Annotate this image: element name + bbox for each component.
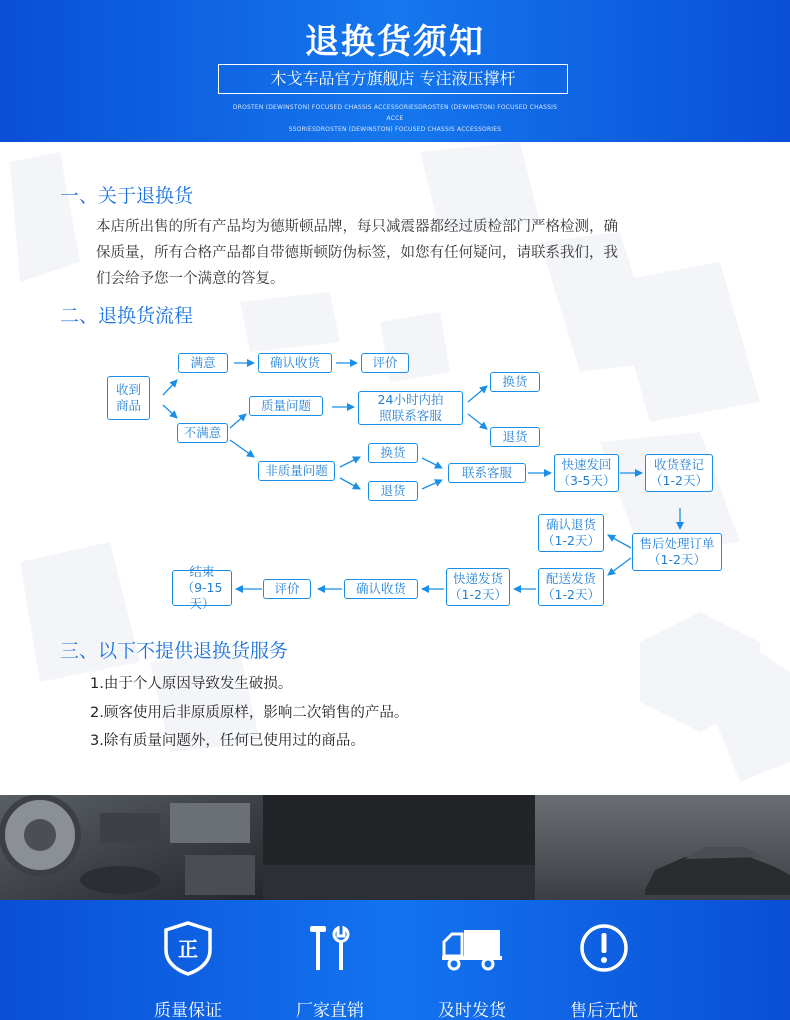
english-tagline-line1: DROSTEN (DEWINSTON) FOCUSED CHASSIS ACCESSORIESDROSTEN (DEWINSTON) FOCUSED CHASSIS ACCE [232,104,558,122]
flow-dispatch-line2: （1-2天） [542,587,600,602]
flow-box-return-mid: 退货 [368,481,418,501]
flow-box-confirm-return [538,514,604,552]
flow-box-express-ship [446,568,510,606]
flow-box-photo-contact [358,391,463,425]
about-text-line1: 本店所出售的所有产品均为德斯顿品牌，每只减震器都经过质检部门严格检测，确 [96,219,618,235]
no-return-item-3: 3.除有质量问题外，任何已使用过的商品。 [90,733,365,749]
feature-quality [128,918,248,1020]
flow-express-back-line2: （3-5天） [557,473,616,488]
flow-receive-line1: 收到 [115,382,141,397]
flow-after-sale-line2: （1-2天） [648,552,706,567]
about-text-line3: 们会给予您一个满意的答复。 [96,271,285,287]
flow-receive-register-line1: 收货登记 [653,457,704,472]
flow-box-non-quality-issue: 非质量问题 [258,461,335,481]
features-bar [0,900,790,1020]
section-title-return-process: 二、退换货流程 [60,305,194,327]
feature-after-sale [544,918,664,1020]
flow-box-end [172,564,232,611]
shield-zheng-icon [160,920,216,976]
flow-box-review-bottom: 评价 [263,579,311,599]
feature-timely-delivery [412,918,532,1020]
flow-photo-contact-line2: 照联系客服 [379,408,442,423]
feature-factory-direct [270,918,390,1020]
exclamation-circle-icon [576,920,632,976]
flow-box-express-back [554,454,619,492]
flow-box-quality-issue: 质量问题 [249,396,323,416]
flow-box-confirm-receipt-bottom: 确认收货 [344,579,418,599]
section-title-about-returns: 一、关于退换货 [60,185,194,207]
flow-receive-line2: 商品 [115,398,141,413]
flow-end-line2: （9-15天） [181,580,223,611]
flow-box-exchange-top: 换货 [490,372,540,392]
dark-road-photo [263,795,535,903]
flow-after-sale-line1: 售后处理订单 [639,536,715,551]
tools-icon [302,920,358,976]
flow-box-receive-goods [107,376,150,420]
store-subtitle: 木戈车品官方旗舰店 专注液压撑杆 [218,64,568,94]
flow-photo-contact-line1: 24小时内拍 [377,392,444,407]
feature-quality-label: 质量保证 [154,1001,222,1020]
about-text-line2: 保质量，所有合格产品都自带德斯顿防伪标签，如您有任何疑问，请联系我们，我 [96,245,618,261]
car-photo [535,795,790,903]
flow-confirm-return-line2: （1-2天） [542,533,600,548]
flow-box-review-top: 评价 [361,353,409,373]
feature-after-sale-label: 售后无忧 [570,1001,638,1020]
flow-box-contact-service: 联系客服 [448,463,526,483]
flow-end-line1: 结束 [189,564,215,579]
flow-dispatch-line1: 配送发货 [545,571,596,586]
flow-box-confirm-receipt-top: 确认收货 [258,353,332,373]
svg-text:正: 正 [178,937,198,961]
page-title: 退换货须知 [305,22,485,62]
no-return-item-1: 1.由于个人原因导致发生破损。 [90,676,293,692]
photo-strip [0,795,790,903]
brake-disc-photo [0,795,263,903]
english-tagline-line2: SSORIESDROSTEN (DEWINSTON) FOCUSED CHASSIS ACCESSORIES [288,126,502,133]
feature-factory-direct-label: 厂家直销 [296,1001,364,1020]
flow-confirm-return-line1: 确认退货 [545,517,596,532]
no-return-item-2: 2.顾客使用后非原质原样，影响二次销售的产品。 [90,705,409,721]
flow-express-ship-line2: （1-2天） [449,587,507,602]
section-title-no-returns: 三、以下不提供退换货服务 [60,640,289,662]
flow-express-back-line1: 快速发回 [561,457,612,472]
flow-box-unsatisfied: 不满意 [177,423,228,443]
truck-icon [440,920,504,976]
flow-box-satisfied: 满意 [178,353,228,373]
flow-box-return-top: 退货 [490,427,540,447]
flow-box-dispatch [538,568,604,606]
flow-receive-register-line2: （1-2天） [650,473,708,488]
flow-box-after-sale-order [632,533,722,571]
flow-box-receive-register [645,454,713,492]
flow-express-ship-line1: 快递发货 [452,571,503,586]
flow-box-exchange-mid: 换货 [368,443,418,463]
feature-timely-delivery-label: 及时发货 [438,1001,506,1020]
